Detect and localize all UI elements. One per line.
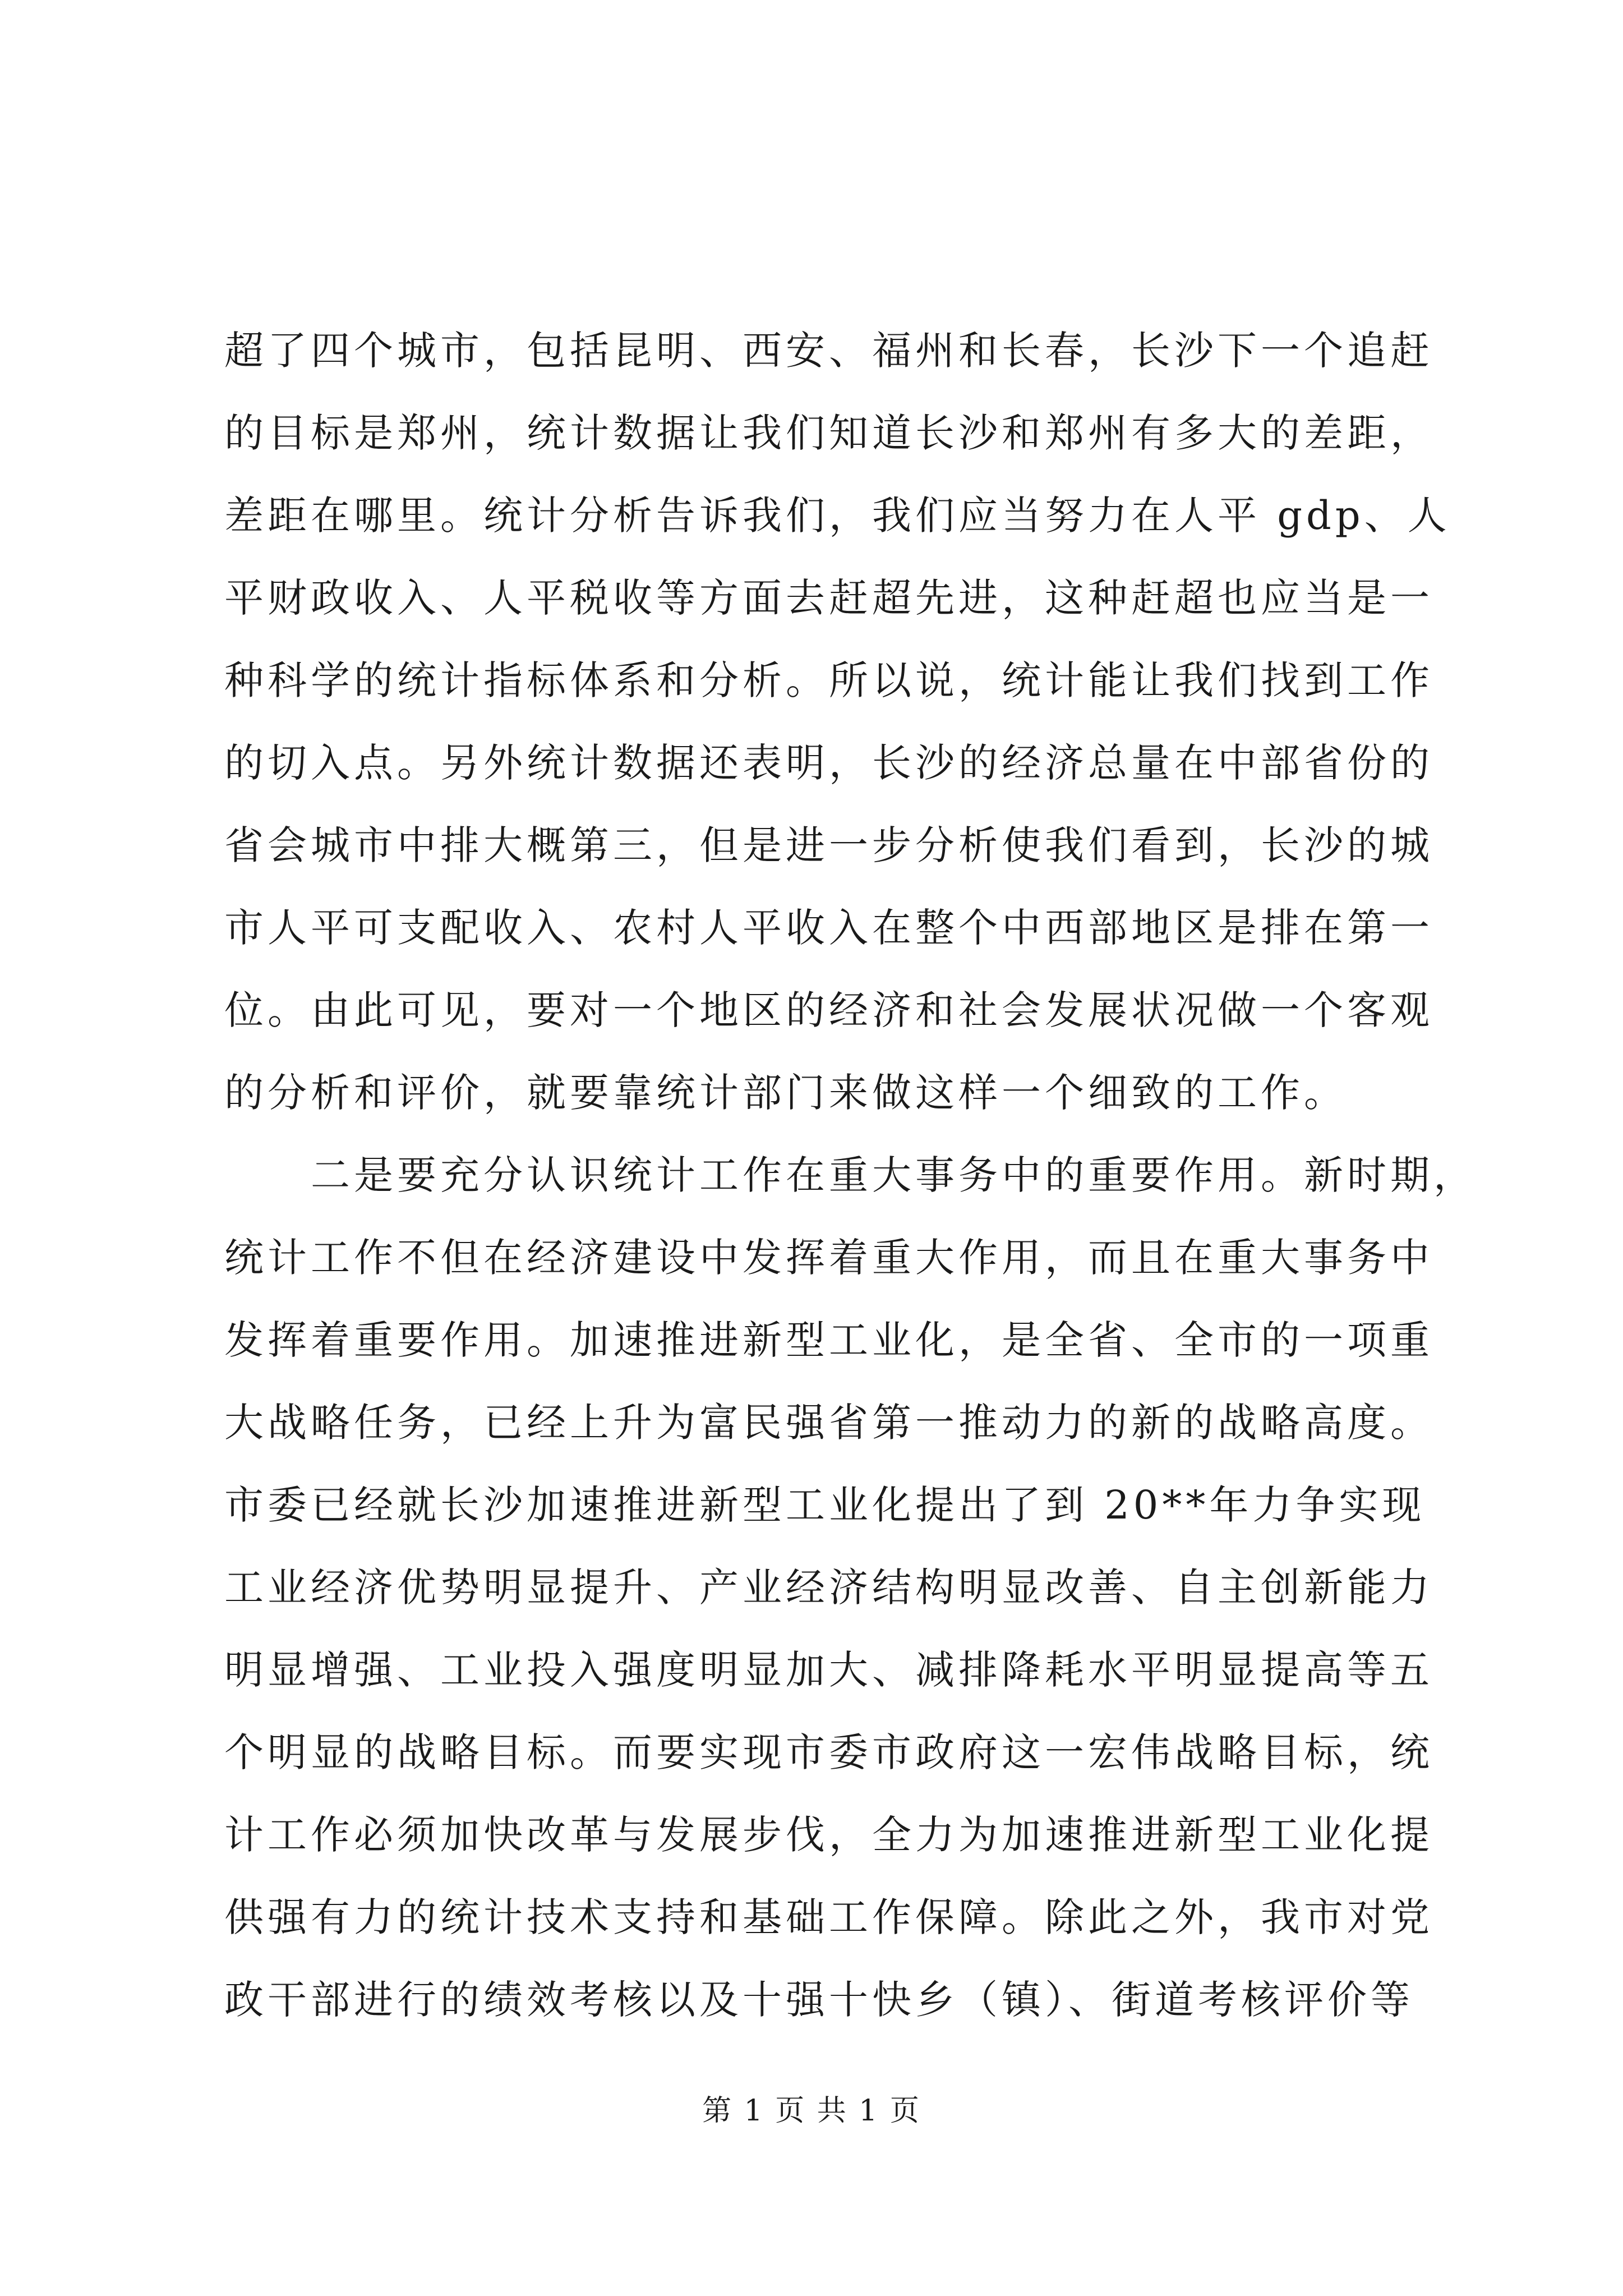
- paragraph-line: 种科学的统计指标体系和分析。所以说，统计能让我们找到工作: [224, 657, 1433, 703]
- paragraph-line: 明显增强、工业投入强度明显加大、减排降耗水平明显提高等五: [224, 1647, 1433, 1693]
- paragraph-line: 计工作必须加快改革与发展步伐，全力为加速推进新型工业化提: [224, 1812, 1433, 1858]
- paragraph-line: 超了四个城市，包括昆明、西安、福州和长春，长沙下一个追赶: [224, 328, 1433, 374]
- page-footer: 第 1 页 共 1 页: [702, 2094, 921, 2128]
- paragraph-line: 平财政收入、人平税收等方面去赶超先进，这种赶超也应当是一: [224, 575, 1433, 621]
- paragraph-line: 个明显的战略目标。而要实现市委市政府这一宏伟战略目标，统: [224, 1729, 1433, 1775]
- paragraph-line: 大战略任务，已经上升为富民强省第一推动力的新的战略高度。: [224, 1400, 1433, 1446]
- paragraph-line: 的分析和评价，就要靠统计部门来做这样一个细致的工作。: [224, 1070, 1347, 1116]
- paragraph-line: 发挥着重要作用。加速推进新型工业化，是全省、全市的一项重: [224, 1317, 1433, 1363]
- paragraph-line: 政干部进行的绩效考核以及十强十快乡（镇）、街道考核评价等: [224, 1977, 1414, 2023]
- paragraph-line: 的切入点。另外统计数据还表明，长沙的经济总量在中部省份的: [224, 740, 1433, 786]
- paragraph-line: 供强有力的统计技术支持和基础工作保障。除此之外，我市对党: [224, 1894, 1433, 1940]
- paragraph-line: 的目标是郑州，统计数据让我们知道长沙和郑州有多大的差距，: [224, 410, 1433, 456]
- paragraph-line: 工业经济优势明显提升、产业经济结构明显改善、自主创新能力: [224, 1565, 1433, 1611]
- paragraph-line: 市委已经就长沙加速推进新型工业化提出了到 20**年力争实现: [224, 1482, 1426, 1528]
- paragraph-line: 市人平可支配收入、农村人平收入在整个中西部地区是排在第一: [224, 905, 1433, 951]
- paragraph-line: 统计工作不但在经济建设中发挥着重大作用，而且在重大事务中: [224, 1235, 1433, 1281]
- paragraph-line: 位。由此可见，要对一个地区的经济和社会发展状况做一个客观: [224, 987, 1433, 1033]
- paragraph-line: 差距在哪里。统计分析告诉我们，我们应当努力在人平 gdp、人: [224, 493, 1451, 539]
- paragraph-line: 省会城市中排大概第三，但是进一步分析使我们看到，长沙的城: [224, 822, 1433, 868]
- paragraph-line: 二是要充分认识统计工作在重大事务中的重要作用。新时期，: [224, 1152, 1477, 1198]
